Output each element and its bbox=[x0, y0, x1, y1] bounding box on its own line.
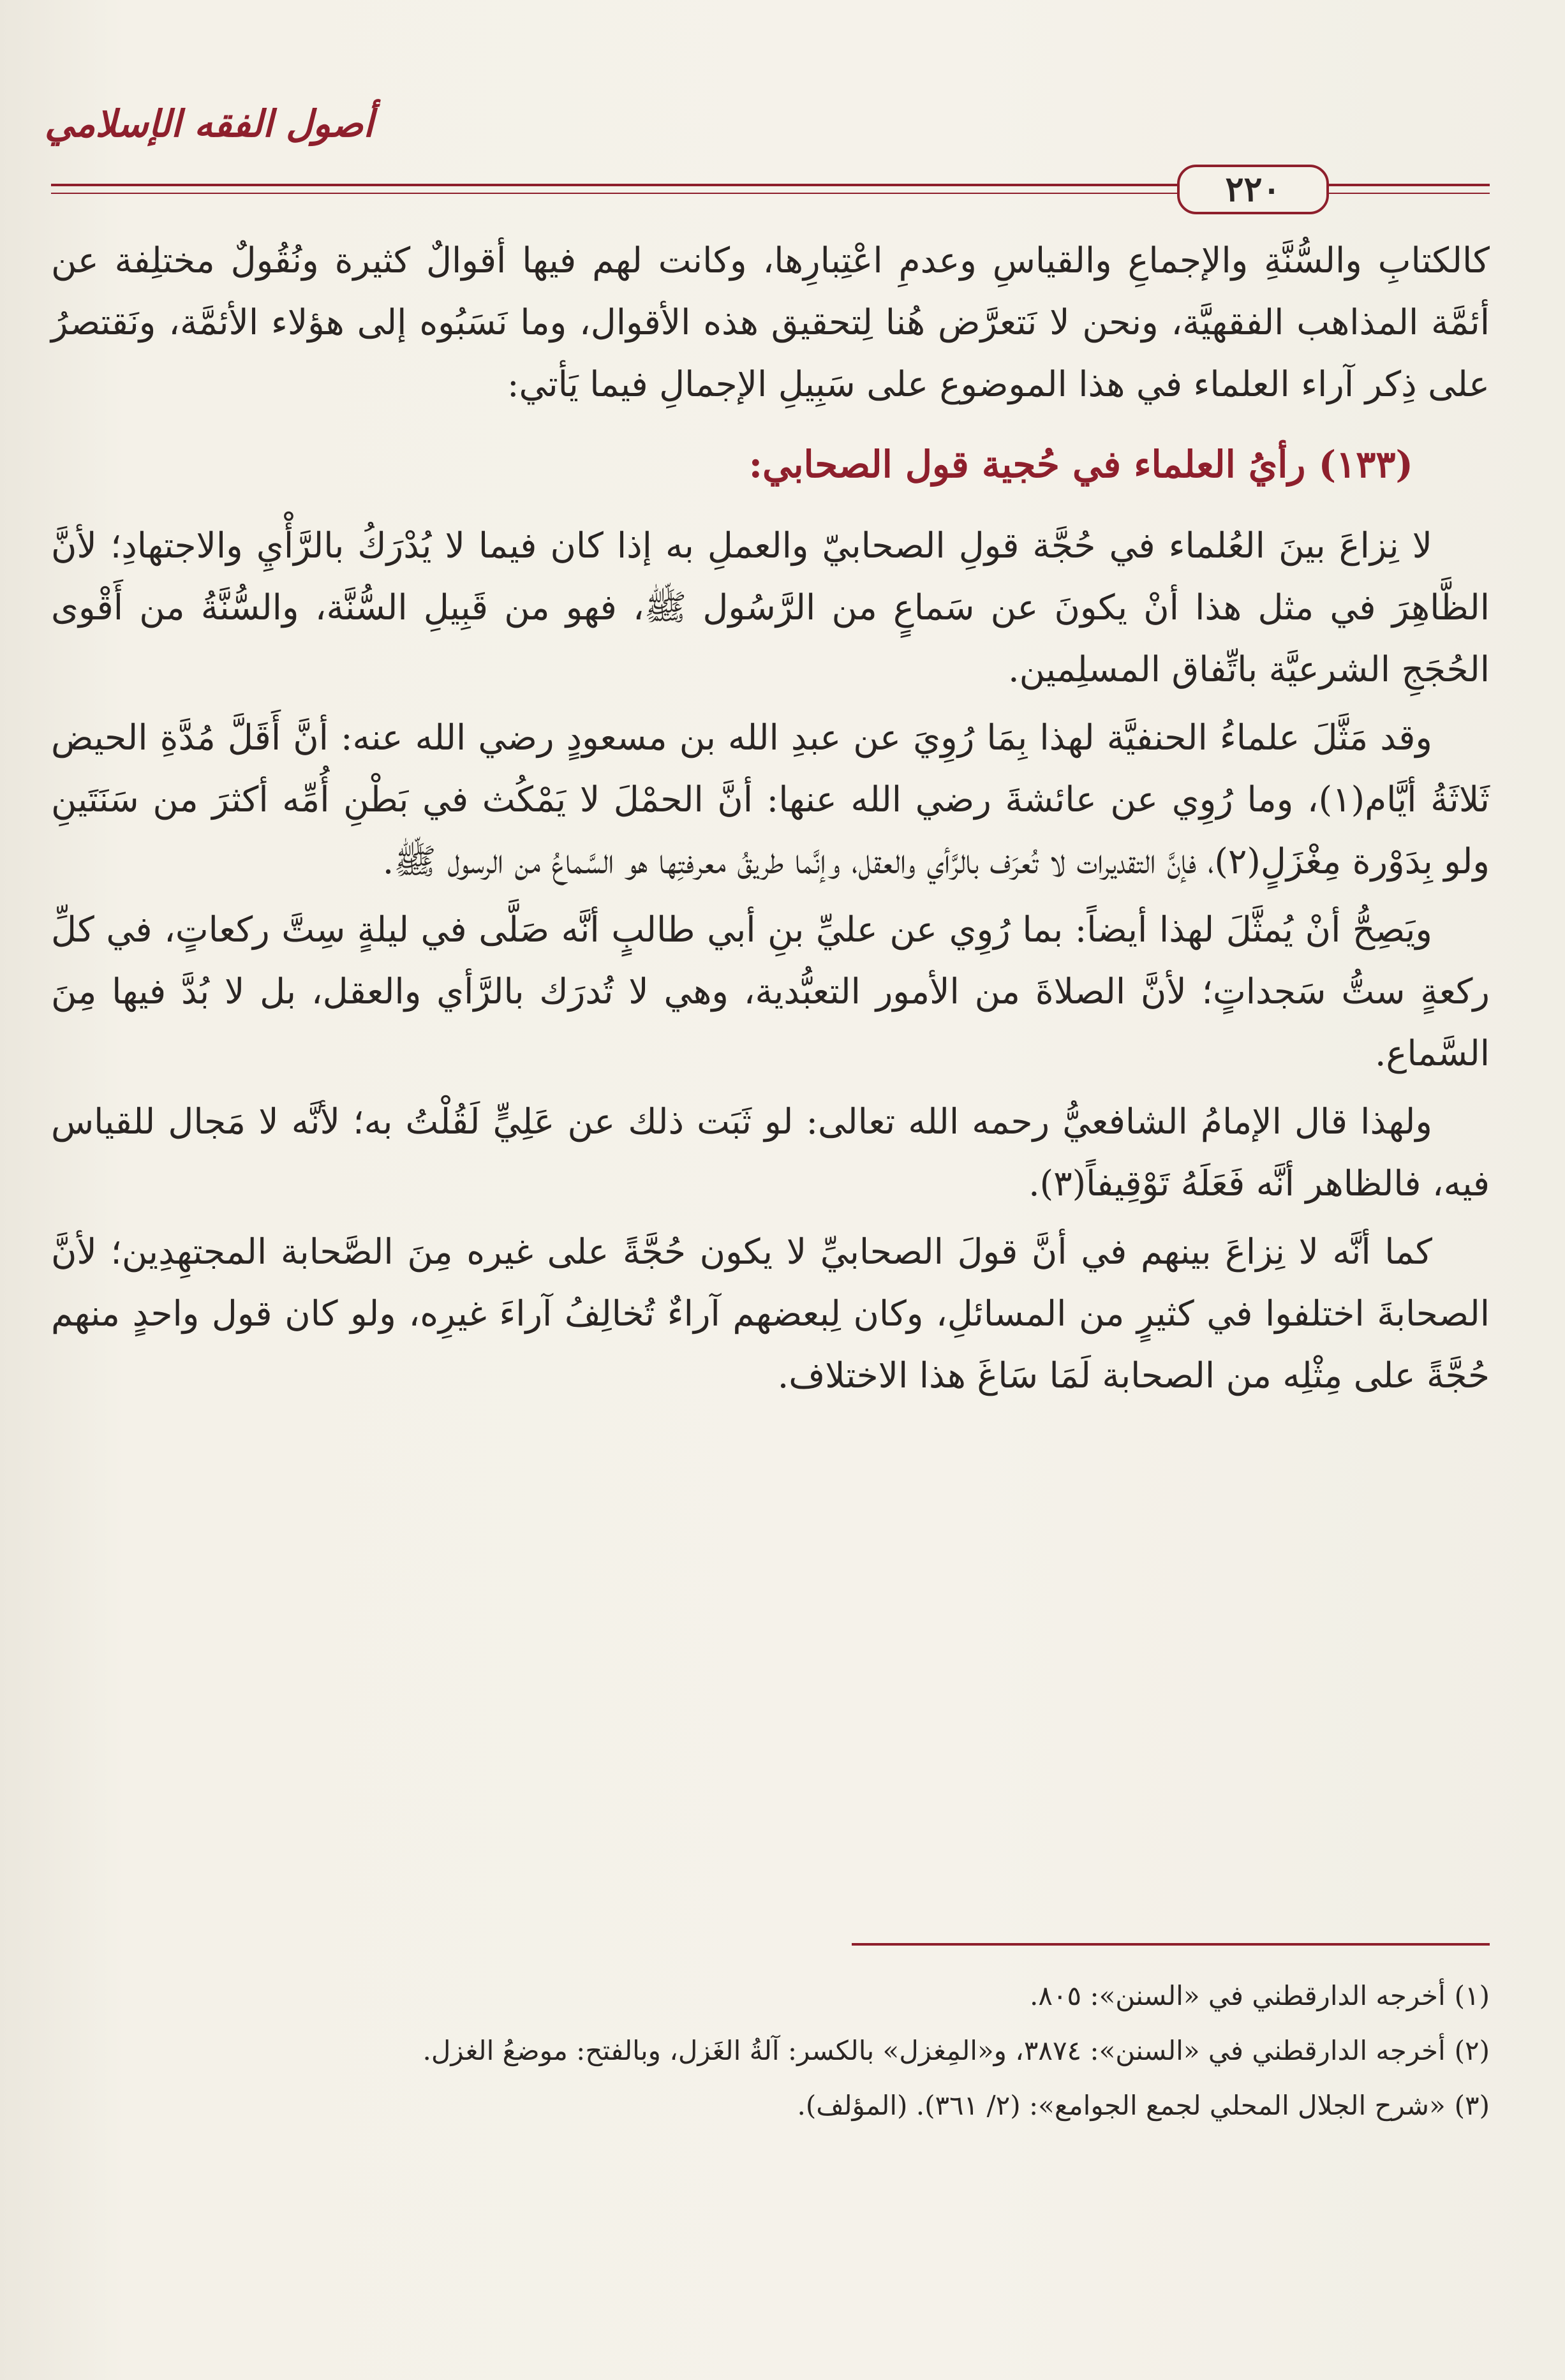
footnote bbox=[51, 2026, 1490, 2076]
paragraph: كما أنَّه لا نِزاعَ بينهم في أنَّ قولَ الصحابيِّ لا يكون حُجَّةً على غيره مِنَ الصَّحابة المجتهِدِين؛ لأنَّ الصحابةَ اختلفوا في كثيرٍ من المسائلِ، وكان لِبعضهم آراءٌ تُخالِفُ آراءَ غيرِه، ولو كان قول واحدٍ منهم حُجَّةً على مِثْلِه من الصحابة لَمَا سَاغَ هذا الاختلاف. bbox=[51, 1231, 1490, 1396]
footnotes bbox=[51, 1971, 1490, 2136]
footnote bbox=[51, 2081, 1490, 2131]
main-text bbox=[51, 230, 1490, 1413]
paragraph: كالكتابِ والسُّنَّةِ والإجماعِ والقياسِ وعدمِ اعْتِبارِها، وكانت لهم فيها أقوالٌ كثيرة ونُقُولٌ مختلِفة عن أئمَّة المذاهب الفقهيَّة، ونحن لا نَتعرَّض هُنا لِتحقيق هذه الأقوال، وما نَسَبُوه إلى هؤلاء الأئمَّة، ونَقتصرُ على ذِكر آراء العلماء في هذا الموضوع على سَبِيلِ الإجمالِ فيما يَأتي: bbox=[51, 240, 1490, 404]
paragraph: ولهذا قال الإمامُ الشافعيُّ رحمه الله تعالى: لو ثَبَت ذلك عن عَلِيٍّ لَقُلْتُ به؛ لأنَّه لا مَجال للقياس فيه، فالظاهر أنَّه فَعَلَهُ تَوْقِيفاً(٣). bbox=[51, 1101, 1490, 1204]
footnote-text: «شرح الجلال المحلي لجمع الجوامع»: (٢/ ٣٦١). (المؤلف). bbox=[797, 2090, 1446, 2121]
footnote-number: (٣) bbox=[1454, 2090, 1490, 2121]
footnote-number: (٢) bbox=[1454, 2035, 1490, 2066]
paragraph: وقد مَثَّلَ علماءُ الحنفيَّة لهذا بِمَا رُوِيَ عن عبدِ الله بن مسعودٍ رضي الله عنه: أنَّ أَقَلَّ مُدَّةِ الحيض ثَلاثَةُ أيَّام(١)، وما رُوِي عن عائشةَ رضي الله عنها: أنَّ الحمْلَ لا يَمْكُث في بَطْنِ أُمِّه أكثرَ من سَنَتَينِ ولو بِدَوْرة مِغْزَلٍ(٢)، فإنَّ التقديرات لا تُعرَف بالرَّأي والعقل، وإنَّما طريقُ معرفتِها هو السَّماعُ من الرسول ﷺ. bbox=[51, 717, 1490, 882]
section-heading: (١٣٣) رأيُ العلماء في حُجية قول الصحابي: bbox=[748, 443, 1413, 486]
footnote-number: (١) bbox=[1454, 1980, 1490, 2011]
footnote-separator bbox=[852, 1943, 1490, 1946]
footnote bbox=[51, 1971, 1490, 2021]
paragraph: ويَصِحُّ أنْ يُمثَّلَ لهذا أيضاً: بما رُوِي عن عليِّ بنِ أبي طالبٍ أنَّه صَلَّى في ليلةٍ سِتَّ ركعاتٍ، في كلِّ ركعةٍ ستُّ سَجداتٍ؛ لأنَّ الصلاةَ من الأمور التعبُّدية، وهي لا تُدرَك بالرَّأي والعقل، بل لا بُدَّ فيها مِنَ السَّماع. bbox=[51, 909, 1490, 1074]
running-title: أصول الفقه الإسلامي bbox=[45, 102, 374, 145]
paragraph: لا نِزاعَ بينَ العُلماء في حُجَّة قولِ الصحابيّ والعملِ به إذا كان فيما لا يُدْرَكُ بالرَّأْيِ والاجتهادِ؛ لأنَّ الظَّاهِرَ في مثل هذا أنْ يكونَ عن سَماعٍ من الرَّسُول ﷺ، فهو من قَبِيلِ السُّنَّة، والسُّنَّةُ من أَقْوى الحُجَجِ الشرعيَّة باتِّفاق المسلِمين. bbox=[51, 525, 1490, 690]
footnote-text: أخرجه الدارقطني في «السنن»: ٣٨٧٤، و«المِغزل» بالكسر: آلةُ الغَزل، وبالفتح: موضعُ الغزل. bbox=[422, 2035, 1446, 2066]
page-number: ٢٢٠ bbox=[1177, 165, 1329, 214]
footnote-text: أخرجه الدارقطني في «السنن»: ٨٠٥. bbox=[1030, 1980, 1446, 2011]
